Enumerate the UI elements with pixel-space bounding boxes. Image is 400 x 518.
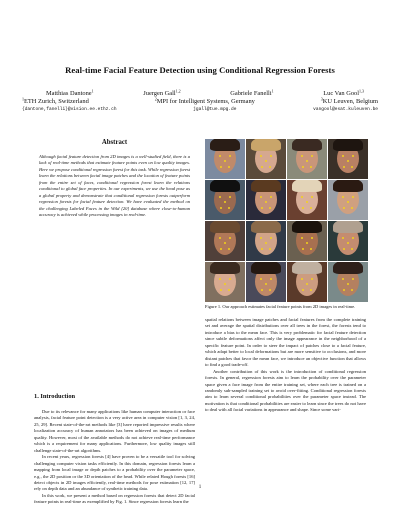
intro-paragraph-1: Due to its relevance for many applications like human computer interaction or face analysis, facial feature point detection is a very active area in computer vision [1, 3, 24, 25, 29]. Recent state-of-the-art methods like [3] have reported impressive results where localization accuracy of human annotators has been achieved on images of medium quality. However, most of the available methods do not achieve real-time performance which is a requirement for many applications. Furthermore, low quality images still challenge state-of-the-art algorithms. [34,409,195,453]
hair-shape [333,139,363,151]
feature-point-marker [352,196,354,198]
face-photo [328,180,368,220]
hair-shape [251,139,281,151]
face-photo [205,139,245,179]
feature-point-marker [310,289,312,291]
feature-point-marker [310,166,312,168]
hair-shape [292,262,322,274]
introduction-body [34,409,195,506]
hair-shape [333,262,363,274]
hair-shape [333,221,363,233]
face-photo [287,139,327,179]
feature-point-marker [270,237,272,239]
feature-point-marker [224,283,226,285]
feature-point-marker [224,201,226,203]
feature-point-marker [302,207,304,209]
feature-point-marker [311,196,313,198]
feature-point-marker [265,242,267,244]
feature-point-marker [301,155,303,157]
feature-point-marker [347,242,349,244]
feature-point-marker [306,242,308,244]
feature-point-marker [270,196,272,198]
author-emails [22,106,378,114]
abstract-text: Although facial feature detection from 2D images is a well-studied field, there is a lack of real-time methods that estimate feature points even on low quality images. Here we propose conditional regression forest for this task. While regression forest learn the relations between facial image patches and the location of feature points from the entire set of faces, conditional regression forest learn the relations conditional to global face properties. In our experiments, we use the head pose as a global property and demonstrate that conditional regression forests outperform regression forests for facial feature detection. We have evaluated the method on the challenging Labeled Faces in the Wild [20] database where close-to-human accuracy is achieved while processing images in real-time. [39,154,190,218]
feature-point-marker [351,248,353,250]
feature-point-marker [270,155,272,157]
figure-1-face-grid [205,139,368,302]
feature-point-marker [301,196,303,198]
feature-point-marker [229,278,231,280]
feature-point-marker [229,237,231,239]
author-2: Juergen Gall$^{1,2}$ [143,88,181,97]
feature-point-marker [265,283,267,285]
feature-point-marker [269,248,271,250]
feature-point-marker [310,248,312,250]
hair-shape [251,180,281,192]
face-photo [205,262,245,302]
affiliation-1: $^1$ETH Zurich, Switzerland [22,96,89,105]
feature-point-marker [306,283,308,285]
feature-point-marker [351,289,353,291]
figure-1-caption: Figure 1. Our approach estimates facial feature points from 2D images in real-time. [205,304,356,309]
feature-point-marker [261,207,263,209]
feature-point-marker [351,166,353,168]
feature-point-marker [301,278,303,280]
feature-point-marker [220,166,222,168]
intro-paragraph-3: In this work, we present a method based on regression forests that detect 2D facial feature points in real-time as exemplified by Fig. 1. Since regression forests learn the [34,492,195,505]
face-photo [246,262,286,302]
email-3: vangool@esat.kuleuven.be [313,107,378,113]
feature-point-marker [260,237,262,239]
feature-point-marker [220,289,222,291]
feature-point-marker [343,248,345,250]
right-paragraph-1: spatial relations between image patches and facial features from the complete training set and average the spatial distributions over all trees in the forest, the forests tend to introduce a bias to the mean face. This is very problematic for facial feature detection since subtle deformations affect only the image appearance in the neighborhood of a specific feature point. In order to steer the impact of patches close to a facial feature, which adapt better to local deformations but are more sensitive to occlusions, and more distant patches that favor the mean face, we introduce an objective function that allows to find a good trade-off. [205,317,366,368]
feature-point-marker [261,248,263,250]
paper-title: Real-time Facial Feature Detection using Conditional Regression Forests [65,65,335,75]
feature-point-marker [342,155,344,157]
face-photo [328,139,368,179]
feature-point-marker [229,155,231,157]
feature-point-marker [229,196,231,198]
feature-point-marker [302,289,304,291]
feature-point-marker [302,166,304,168]
feature-point-marker [343,289,345,291]
hair-shape [251,221,281,233]
feature-point-marker [343,207,345,209]
hair-shape [292,180,322,192]
feature-point-marker [220,248,222,250]
section-heading-introduction: 1. Introduction [34,393,76,400]
feature-point-marker [224,242,226,244]
feature-point-marker [352,237,354,239]
hair-shape [292,221,322,233]
feature-point-marker [219,278,221,280]
feature-point-marker [342,278,344,280]
feature-point-marker [352,278,354,280]
feature-point-marker [265,160,267,162]
author-1: Matthias Dantone$^1$ [46,88,94,97]
feature-point-marker [352,155,354,157]
feature-point-marker [270,278,272,280]
face-photo [205,221,245,261]
feature-point-marker [220,207,222,209]
hair-shape [210,139,240,151]
face-photo [246,221,286,261]
face-photo [328,221,368,261]
feature-point-marker [269,166,271,168]
right-column-body [205,317,366,414]
email-2: jgall@tue.mpg.de [193,107,237,113]
face-photo [287,180,327,220]
face-photo [328,262,368,302]
feature-point-marker [260,155,262,157]
hair-shape [292,139,322,151]
feature-point-marker [228,166,230,168]
abstract-heading: Abstract [101,139,128,146]
feature-point-marker [311,155,313,157]
hair-shape [333,180,363,192]
feature-point-marker [260,196,262,198]
page-number: 1 [198,485,202,490]
author-3: Gabriele Fanelli$^1$ [230,88,274,97]
face-photo [287,221,327,261]
hair-shape [210,180,240,192]
feature-point-marker [351,207,353,209]
feature-point-marker [311,278,313,280]
feature-point-marker [306,201,308,203]
feature-point-marker [265,201,267,203]
author-block [22,90,378,114]
hair-shape [210,262,240,274]
face-photo [246,139,286,179]
feature-point-marker [228,207,230,209]
feature-point-marker [269,289,271,291]
feature-point-marker [342,237,344,239]
feature-point-marker [347,283,349,285]
feature-point-marker [310,207,312,209]
affiliation-3: $^3$KU Leuven, Belgium [320,96,378,105]
feature-point-marker [219,196,221,198]
feature-point-marker [301,237,303,239]
feature-point-marker [311,237,313,239]
feature-point-marker [260,278,262,280]
feature-point-marker [219,237,221,239]
face-photo [205,180,245,220]
author-names [22,90,378,98]
feature-point-marker [224,160,226,162]
feature-point-marker [261,166,263,168]
hair-shape [210,221,240,233]
feature-point-marker [343,166,345,168]
hair-shape [251,262,281,274]
affiliation-2: $^2$MPI for Intelligent Systems, Germany [154,96,255,105]
author-affiliations [22,98,378,106]
feature-point-marker [347,160,349,162]
feature-point-marker [228,248,230,250]
author-4: Luc Van Gool$^{1,3}$ [323,88,364,97]
right-paragraph-2: Another contribution of this work is the introduction of conditional regression forests. In general, regression forests aim to learn the probability over the parameter space given a face image from the entire training set, where each tree is trained on a randomly sub-sampled training set to avoid over-fitting. Conditional regression forests aim to learn several conditional probabilities over the parameter space instead. The motivation is that conditional probabilities are easier to learn since the trees do not have to deal with all facial variations in appearance and shape. Since some vari- [205,368,366,413]
feature-point-marker [347,201,349,203]
face-photo [287,262,327,302]
feature-point-marker [228,289,230,291]
left-column [34,139,195,505]
feature-point-marker [342,196,344,198]
feature-point-marker [269,207,271,209]
feature-point-marker [261,289,263,291]
feature-point-marker [306,160,308,162]
face-photo [246,180,286,220]
email-1: {dantone,fanelli}@vision.ee.ethz.ch [22,107,117,113]
feature-point-marker [219,155,221,157]
intro-paragraph-2: In recent years, regression forests [4] have proven to be a versatile tool for solving challenging computer vision tasks efficiently. In this domain, regression forests learn a mapping from local image or depth patches to a probability over the parameter space, e.g., the 2D position or the 3D orientation of the head. While related Hough forests [16] detect objects in 2D images efficiently, real-time methods for pose estimation [12, 17] rely on depth data and an abundance of synthetic training data. [34,454,195,492]
feature-point-marker [302,248,304,250]
